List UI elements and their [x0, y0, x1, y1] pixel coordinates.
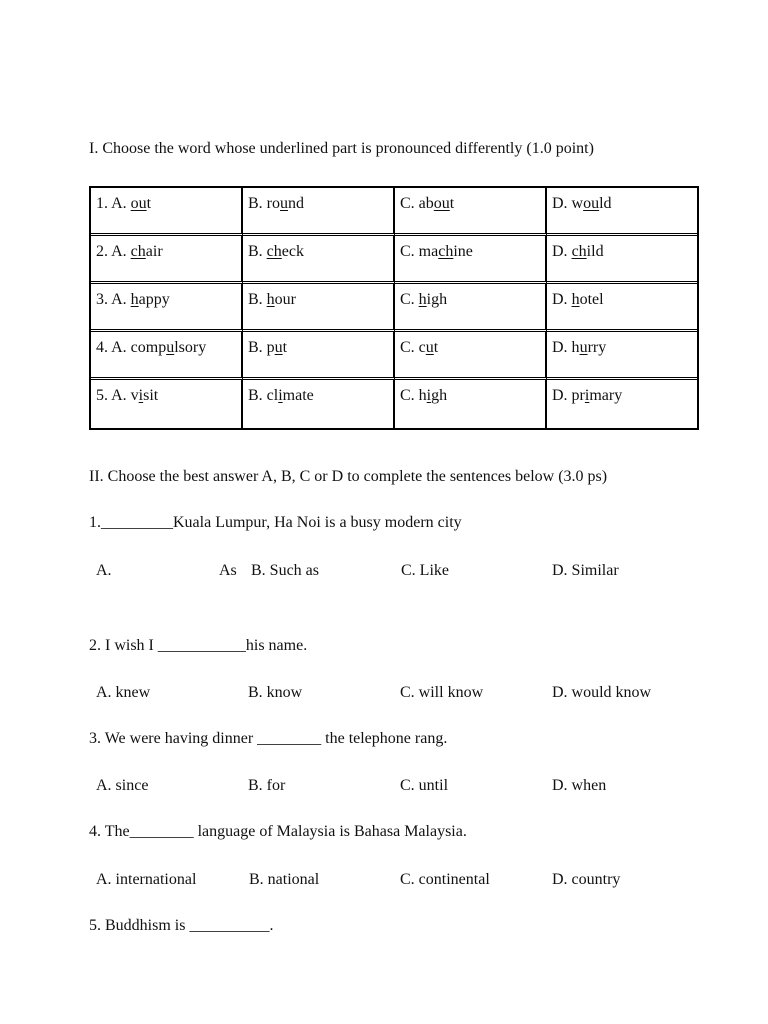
question-1-option-a-word: As [219, 562, 237, 579]
word-prefix: D. [552, 243, 572, 260]
underlined-part: i [138, 387, 144, 404]
underlined-part: u [425, 339, 434, 356]
word-prefix: C. h [400, 387, 427, 404]
word-prefix: D. [552, 291, 572, 308]
pronunciation-row [91, 188, 697, 236]
question-2-option-b: B. know [248, 684, 303, 701]
word-prefix: 5. A. v [96, 387, 139, 404]
underlined-part: ou [433, 195, 450, 212]
word-suffix: otel [579, 291, 604, 308]
pronunciation-cell-3-c [395, 284, 547, 332]
question-2-option-c: C. will know [400, 684, 484, 701]
word-suffix: gh [431, 387, 448, 404]
word-prefix: B. ro [248, 195, 280, 212]
word-prefix: 4. A. comp [96, 339, 167, 356]
question-3-option-b: B. for [248, 777, 286, 794]
word-prefix: C. ab [400, 195, 434, 212]
word-suffix: lsory [174, 339, 207, 356]
pronunciation-table [89, 186, 699, 430]
pronunciation-cell-4-b [243, 332, 395, 380]
question-1-option-c: C. Like [401, 562, 449, 579]
underlined-part: ou [130, 195, 147, 212]
question-3-option-a: A. since [96, 777, 149, 794]
word-suffix: air [145, 243, 163, 260]
underlined-part: u [166, 339, 175, 356]
underlined-part: ch [266, 243, 282, 260]
pronunciation-cell-2-d [547, 236, 697, 284]
pronunciation-cell-1-d [547, 188, 697, 236]
pronunciation-cell-1-a [91, 188, 243, 236]
word-prefix: B. cl [248, 387, 279, 404]
underlined-part: h [130, 291, 139, 308]
word-suffix: t [146, 195, 152, 212]
underlined-part: u [579, 339, 588, 356]
pronunciation-cell-4-c [395, 332, 547, 380]
word-suffix: mary [589, 387, 623, 404]
question-4-option-a: A. international [96, 871, 197, 888]
question-4-option-c: C. continental [400, 871, 490, 888]
underlined-part: ou [583, 195, 600, 212]
underlined-part: h [418, 291, 427, 308]
question-4-text: 4. The________ language of Malaysia is Bahasa Malaysia. [89, 823, 467, 840]
question-5-text: 5. Buddhism is __________. [89, 917, 274, 934]
word-suffix: ld [599, 195, 612, 212]
pronunciation-cell-4-a [91, 332, 243, 380]
word-prefix: C. c [400, 339, 426, 356]
word-suffix: ild [586, 243, 604, 260]
pronunciation-row [91, 380, 697, 428]
pronunciation-cell-2-b [243, 236, 395, 284]
pronunciation-cell-5-b [243, 380, 395, 428]
underlined-part: u [280, 195, 288, 212]
word-suffix: t [449, 195, 455, 212]
word-prefix: 1. A. [96, 195, 131, 212]
underlined-part: ch [438, 243, 454, 260]
word-prefix: 3. A. [96, 291, 131, 308]
pronunciation-cell-5-d [547, 380, 697, 428]
underlined-part: i [426, 387, 432, 404]
question-2-option-a: A. knew [96, 684, 151, 701]
word-suffix: rry [587, 339, 607, 356]
question-1-option-a: A. [96, 562, 112, 579]
word-prefix: D. h [552, 339, 580, 356]
pronunciation-cell-3-b [243, 284, 395, 332]
question-2-text: 2. I wish I ___________his name. [89, 637, 308, 654]
pronunciation-row [91, 236, 697, 284]
word-prefix: D. pr [552, 387, 585, 404]
pronunciation-row [91, 332, 697, 380]
section-1-heading: I. Choose the word whose underlined part is pronounced differently (1.0 point) [89, 140, 594, 157]
underlined-part: i [584, 387, 590, 404]
pronunciation-cell-4-d [547, 332, 697, 380]
underlined-part: ch [571, 243, 587, 260]
pronunciation-cell-3-d [547, 284, 697, 332]
word-prefix: D. w [552, 195, 584, 212]
underlined-part: ch [130, 243, 146, 260]
word-suffix: mate [282, 387, 314, 404]
underlined-part: h [266, 291, 275, 308]
word-suffix: sit [143, 387, 159, 404]
underlined-part: i [278, 387, 283, 404]
question-4-option-d: D. country [552, 871, 621, 888]
question-3-text: 3. We were having dinner ________ the telephone rang. [89, 730, 448, 747]
question-4-option-b: B. national [249, 871, 320, 888]
underlined-part: h [571, 291, 580, 308]
word-suffix: our [274, 291, 296, 308]
question-1-text: 1._________Kuala Lumpur, Ha Noi is a busy modern city [89, 514, 462, 531]
pronunciation-cell-1-b [243, 188, 395, 236]
word-suffix: t [282, 339, 288, 356]
word-suffix: ine [453, 243, 473, 260]
word-prefix: C. [400, 291, 419, 308]
word-prefix: 2. A. [96, 243, 131, 260]
pronunciation-row [91, 284, 697, 332]
pronunciation-cell-1-c [395, 188, 547, 236]
word-prefix: B. [248, 243, 267, 260]
pronunciation-cell-5-a [91, 380, 243, 428]
question-3-option-d: D. when [552, 777, 607, 794]
underlined-part: u [274, 339, 283, 356]
question-1-option-d: D. Similar [552, 562, 619, 579]
word-prefix: B. p [248, 339, 275, 356]
section-2-heading: II. Choose the best answer A, B, C or D to complete the sentences below (3.0 ps) [89, 468, 608, 485]
word-suffix: eck [281, 243, 304, 260]
word-suffix: appy [138, 291, 170, 308]
pronunciation-cell-3-a [91, 284, 243, 332]
word-prefix: C. ma [400, 243, 439, 260]
word-suffix: igh [426, 291, 448, 308]
word-suffix: t [433, 339, 439, 356]
question-2-option-d: D. would know [552, 684, 652, 701]
word-suffix: nd [288, 195, 304, 212]
pronunciation-cell-5-c [395, 380, 547, 428]
question-1-option-b: B. Such as [251, 562, 319, 579]
pronunciation-cell-2-c [395, 236, 547, 284]
pronunciation-cell-2-a [91, 236, 243, 284]
word-prefix: B. [248, 291, 267, 308]
question-3-option-c: C. until [400, 777, 449, 794]
